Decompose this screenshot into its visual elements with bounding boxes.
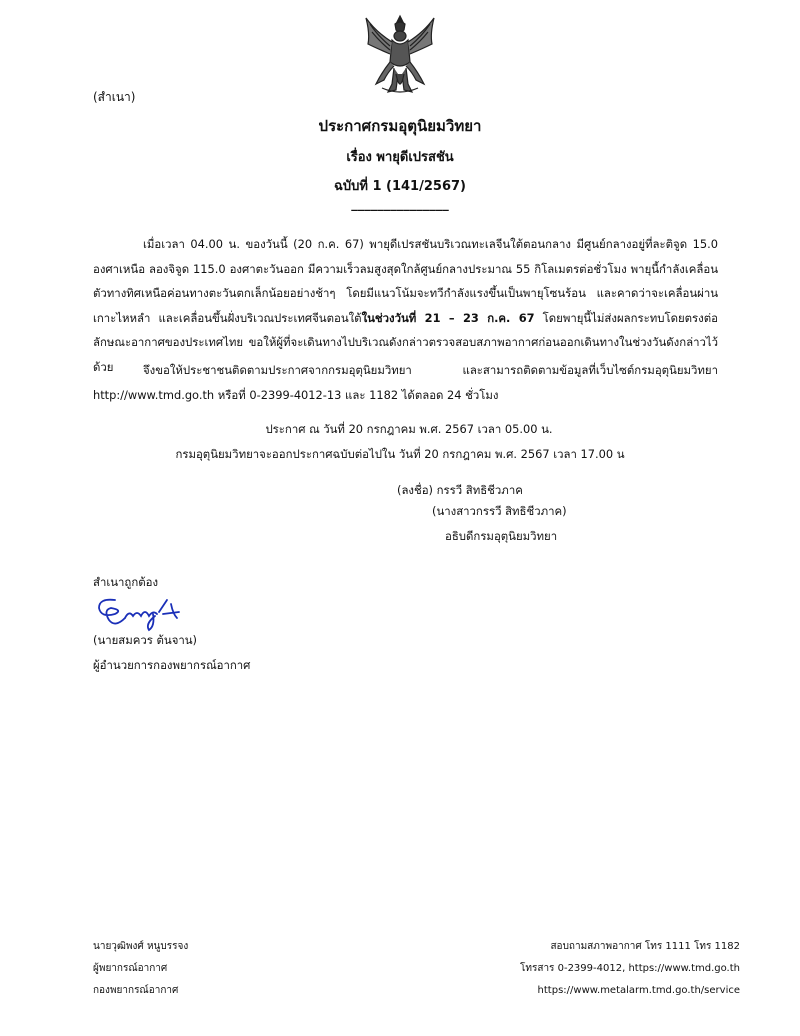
body-paragraph-2: [93, 358, 718, 407]
garuda-emblem-icon: [362, 14, 438, 96]
footer-fax-website: โทรสาร 0-2399-4012, https://www.tmd.go.th: [520, 963, 740, 974]
announcement-issue: ฉบับที่ 1 (141/2567): [334, 179, 466, 194]
certifier-title: ผู้อำนวยการกองพยากรณ์อากาศ: [93, 658, 251, 672]
certified-copy-label: สำเนาถูกต้อง: [93, 575, 159, 589]
tmd-website-link[interactable]: http://www.tmd.go.th: [93, 387, 215, 402]
p2-text-post: หรือที่ 0-2399-4012-13 และ 1182 ได้ตลอด 24 ชั่วโมง: [214, 387, 499, 402]
p2-text-pre: จึงขอให้ประชาชนติดตามประกาศจากกรมอุตุนิยมวิทยา และสามารถติดตามข้อมูลที่เว็บไซต์กรมอุตุนิยมวิทยา: [143, 363, 718, 377]
footer-right: [520, 936, 740, 1002]
p1-text-pre: เมื่อเวลา 04.00 น. ของวันนี้ (20 ก.ค. 67) พายุดีเปรสชันบริเวณทะเลจีนใต้ตอนกลาง มีศูนย์กลางอยู่ที่ละติจูด 15.0 องศาเหนือ ลองจิจูด 115.0 องศาตะวันออก มีความเร็วลมสูงสุดใกล้ศูนย์กลางประมาณ 55 กิโลเมตรต่อชั่วโมง พายุนี้กำลังเคลื่อนตัวทางทิศเหนือค่อนทางตะวันตกเล็กน้อยอย่างช้าๆ โดยมีแนวโน้มจะทวีกำลังแรงขึ้นเป็นพายุโซนร้อน และคาดว่าจะเคลื่อนผ่านเกาะไหหลำ และเคลื่อนขึ้นฝั่งบริเวณประเทศจีนตอนใต้: [93, 237, 718, 325]
copy-mark: (สำเนา): [93, 90, 136, 104]
body-paragraph-1: [93, 232, 718, 379]
footer-service-link[interactable]: https://www.metalarm.tmd.go.th/service: [537, 985, 740, 996]
certifier-name: (นายสมควร ต้นจาน): [93, 633, 198, 647]
footer-forecaster-role: ผู้พยากรณ์อากาศ: [93, 963, 168, 974]
p1-text-post: โดยพายุนี้ไม่ส่งผลกระทบโดยตรงต่อลักษณะอากาศของประเทศไทย ขอให้ผู้ที่จะเดินทางไปบริเวณดังกล่าวตรวจสอบสภาพอากาศก่อนออกเดินทางในช่วงวันดังกล่าวไว้ด้วย: [93, 310, 718, 374]
issued-date: ประกาศ ณ วันที่ 20 กรกฎาคม พ.ศ. 2567 เวลา 05.00 น.: [265, 422, 553, 436]
next-issue-date: กรมอุตุนิยมวิทยาจะออกประกาศฉบับต่อไปใน วันที่ 20 กรกฎาคม พ.ศ. 2567 เวลา 17.00 น: [175, 447, 625, 461]
footer-forecaster-name: นายวุฒิพงศ์ หนูบรรจง: [93, 941, 189, 952]
title-rule: _______________: [351, 197, 449, 212]
signed-line: (ลงชื่อ) กรรวี สิทธิชีวภาค: [397, 483, 523, 497]
footer-left: [93, 936, 188, 1002]
footer-division: กองพยากรณ์อากาศ: [93, 985, 179, 996]
signatory-position: อธิบดีกรมอุตุนิยมวิทยา: [445, 529, 558, 543]
handwritten-signature-icon: [93, 592, 185, 632]
p1-text-bold: ในช่วงวันที่ 21 – 23 ก.ค. 67: [361, 310, 535, 325]
announcement-title: ประกาศกรมอุตุนิยมวิทยา: [318, 117, 482, 135]
announcement-subject: เรื่อง พายุดีเปรสชัน: [346, 150, 454, 165]
footer-phone: สอบถามสภาพอากาศ โทร 1111 โทร 1182: [550, 941, 740, 952]
signatory-full-name: (นางสาวกรรวี สิทธิชีวภาค): [432, 504, 567, 518]
